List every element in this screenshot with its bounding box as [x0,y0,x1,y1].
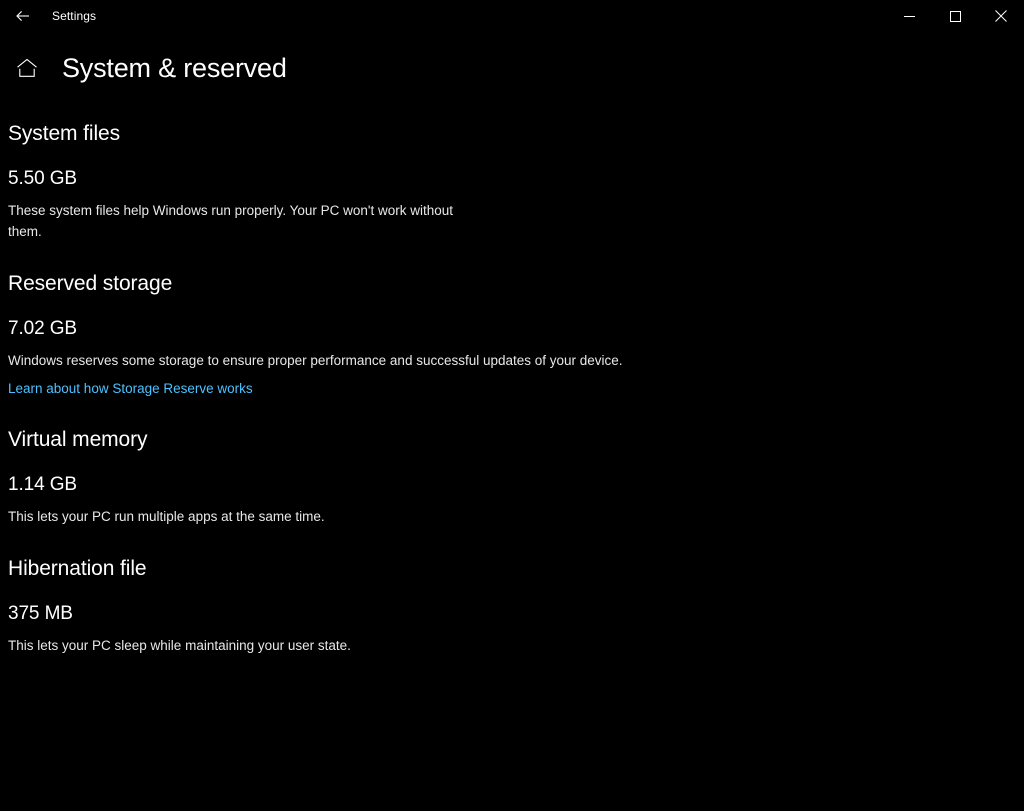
title-bar [0,0,1024,32]
page-header [0,32,1024,88]
close-icon [995,10,1007,22]
section-value: 1.14 GB [8,474,78,495]
close-button[interactable] [978,0,1024,32]
app-title: Settings [52,9,97,23]
page-title: System & reserved [62,52,287,83]
maximize-button[interactable] [932,0,978,32]
minimize-button[interactable] [886,0,932,32]
section-description: This lets your PC sleep while maintaining your user state. [8,638,351,653]
section-virtual-memory [8,428,1016,527]
section-system-files [8,122,1016,242]
section-title: Reserved storage [8,272,173,295]
section-description: These system files help Windows run properly. Your PC won't work without them. [8,203,454,239]
section-value: 375 MB [8,603,73,624]
back-button[interactable] [0,0,46,32]
window-controls [886,0,1024,32]
section-hibernation-file [8,557,1016,656]
section-title: Hibernation file [8,557,147,580]
section-description: Windows reserves some storage to ensure proper performance and successful updates of your device. [8,353,623,368]
home-button[interactable] [8,58,46,83]
minimize-icon [904,11,915,22]
section-value: 5.50 GB [8,168,78,189]
home-icon [16,58,38,83]
section-description: This lets your PC run multiple apps at the same time. [8,509,325,524]
maximize-icon [950,11,961,22]
section-value: 7.02 GB [8,318,78,339]
section-title: Virtual memory [8,428,148,451]
settings-content [0,122,1024,656]
section-reserved-storage [8,272,1016,398]
section-title: System files [8,122,120,145]
storage-reserve-link[interactable]: Learn about how Storage Reserve works [8,381,253,396]
back-arrow-icon [15,8,31,24]
